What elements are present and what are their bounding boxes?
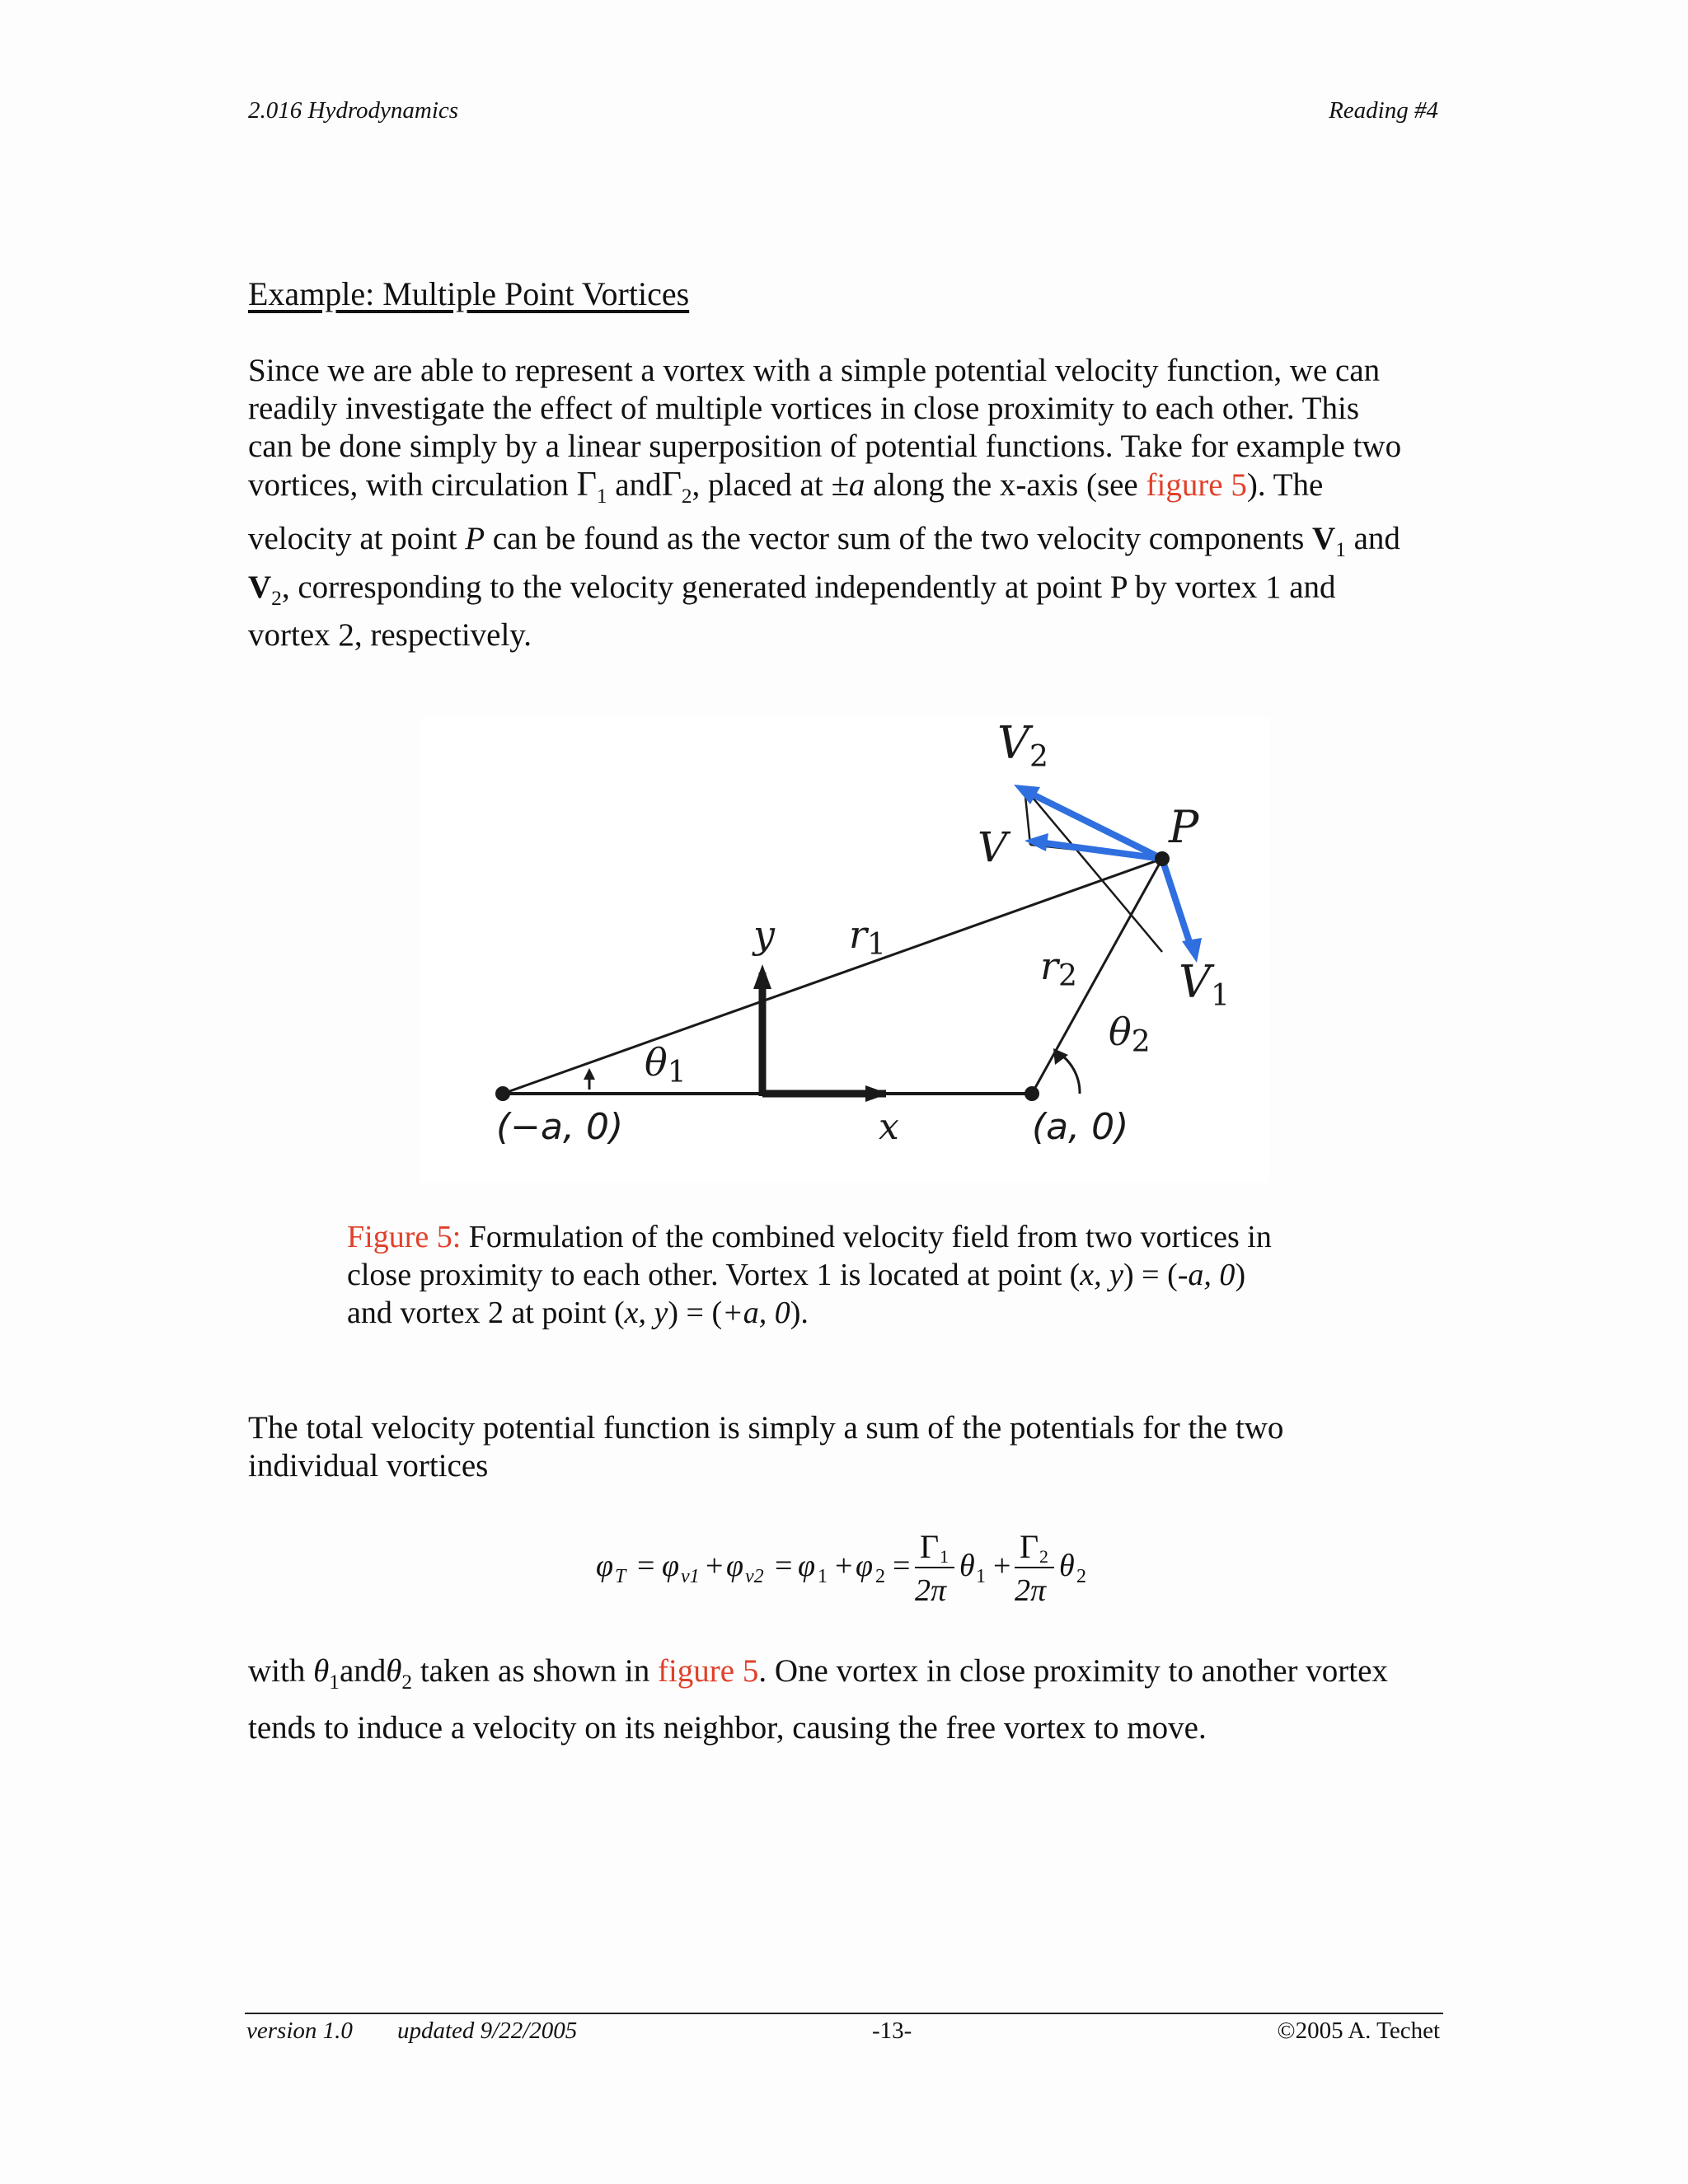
vortex1-point [495, 1086, 510, 1101]
svg-text:θ: θ [959, 1549, 975, 1583]
paragraph-theta-description: with $\theta_1and\theta_2$ taken as shown in figure 5. One vortex in close proximity to another vortex tends to induce a velocity on its neighbor, causing the free vortex to move. [248, 1653, 1388, 1746]
gamma1-symbol: Γ [576, 466, 597, 504]
svg-text:φ: φ [856, 1549, 874, 1583]
potential-equation [592, 1525, 1103, 1615]
paragraph-line: velocity at point P can be found as the vector sum of the two velocity components $V_1$ and [248, 520, 1400, 561]
v-label: V [978, 823, 1008, 871]
svg-text:=: = [775, 1549, 793, 1583]
svg-text:2π: 2π [915, 1573, 947, 1608]
svg-text:φ: φ [798, 1549, 816, 1583]
x-label: x [879, 1106, 899, 1148]
pm-a-symbol: ±a [831, 467, 865, 503]
r1-label: r1 [849, 912, 886, 962]
footer-rule [245, 2013, 1443, 2014]
figure-label: Figure 5: [347, 1220, 462, 1254]
svg-text:2: 2 [1039, 1546, 1048, 1567]
svg-text:2: 2 [1076, 1566, 1086, 1587]
figure-caption: Figure 5: Formulation of the combined velocity field from two vortices in close proximity to each other. Vortex 1 is located at point (x, y) = (-a, 0) and vortex 2 at point (x, y) = (+a, 0). [347, 1220, 1272, 1330]
svg-text:1: 1 [818, 1566, 828, 1587]
gamma2-symbol: Γ [661, 466, 682, 504]
svg-text:2π: 2π [1015, 1573, 1047, 1608]
svg-text:+: + [993, 1549, 1011, 1583]
footer-page-number: -13- [872, 2018, 912, 2044]
paragraph-intro [248, 352, 1451, 654]
p-label: P [1169, 801, 1199, 853]
section-title: Example: Multiple Point Vortices [248, 275, 690, 312]
header-reading-number: Reading #4 [1329, 97, 1438, 124]
header-course-title: 2.016 Hydrodynamics [248, 97, 459, 124]
figure-5-link[interactable]: figure 5 [657, 1653, 759, 1689]
paragraph-total-potential: The total velocity potential function is simply a sum of the potentials for the two individual vortices [248, 1410, 1284, 1483]
svg-text:v2: v2 [745, 1566, 764, 1587]
paragraph-line: readily investigate the effect of multiple vortices in close proximity to each other. This [248, 391, 1360, 426]
figure-5-link[interactable]: figure 5 [1146, 467, 1247, 503]
svg-text:φ: φ [726, 1549, 744, 1583]
svg-text:1: 1 [976, 1566, 986, 1587]
footer-copyright: ©2005 A. Techet [1277, 2018, 1440, 2044]
paragraph-line: Since we are able to represent a vortex with a simple potential velocity function, we can [248, 353, 1381, 388]
svg-text:1: 1 [940, 1546, 949, 1567]
theta2-label: θ2 [1109, 1010, 1151, 1059]
paragraph-line: $V_2$, corresponding to the velocity generated independently at point P by vortex 1 and [248, 569, 1336, 610]
svg-text:=: = [637, 1549, 655, 1583]
pos-a-label: (a, 0) [1032, 1106, 1129, 1148]
svg-text:T: T [615, 1566, 626, 1587]
neg-a-label: (−a, 0) [496, 1106, 624, 1148]
vortex2-point [1025, 1086, 1039, 1101]
r2-label: r2 [1040, 944, 1077, 993]
svg-text:v1: v1 [681, 1566, 700, 1587]
svg-text:=: = [893, 1549, 911, 1583]
svg-text:Γ: Γ [1020, 1528, 1039, 1565]
paragraph-line: vortices, with circulation $\Gamma_1$ andΓ$_2$, placed at ±a along the x-axis (see figure 5). The [248, 466, 1324, 508]
footer-updated: updated 9/22/2005 [397, 2018, 578, 2044]
svg-text:φ: φ [662, 1549, 680, 1583]
point-p [1155, 851, 1170, 866]
svg-text:+: + [835, 1549, 853, 1583]
footer-version: version 1.0 [246, 2018, 353, 2044]
paragraph-line: vortex 2, respectively. [248, 617, 532, 654]
y-label: y [753, 912, 775, 957]
svg-text:+: + [706, 1549, 724, 1583]
svg-text:θ: θ [1059, 1549, 1075, 1583]
theta1-label: θ1 [645, 1040, 687, 1090]
svg-text:Γ: Γ [920, 1528, 940, 1565]
paragraph-line: can be done simply by a linear superposition of potential functions. Take for example two [248, 429, 1402, 464]
vortex-figure [420, 717, 1269, 1183]
v1-label: V1 [1179, 956, 1230, 1013]
svg-text:2: 2 [875, 1566, 885, 1587]
svg-text:φ: φ [596, 1549, 614, 1583]
v2-label: V2 [997, 717, 1048, 774]
